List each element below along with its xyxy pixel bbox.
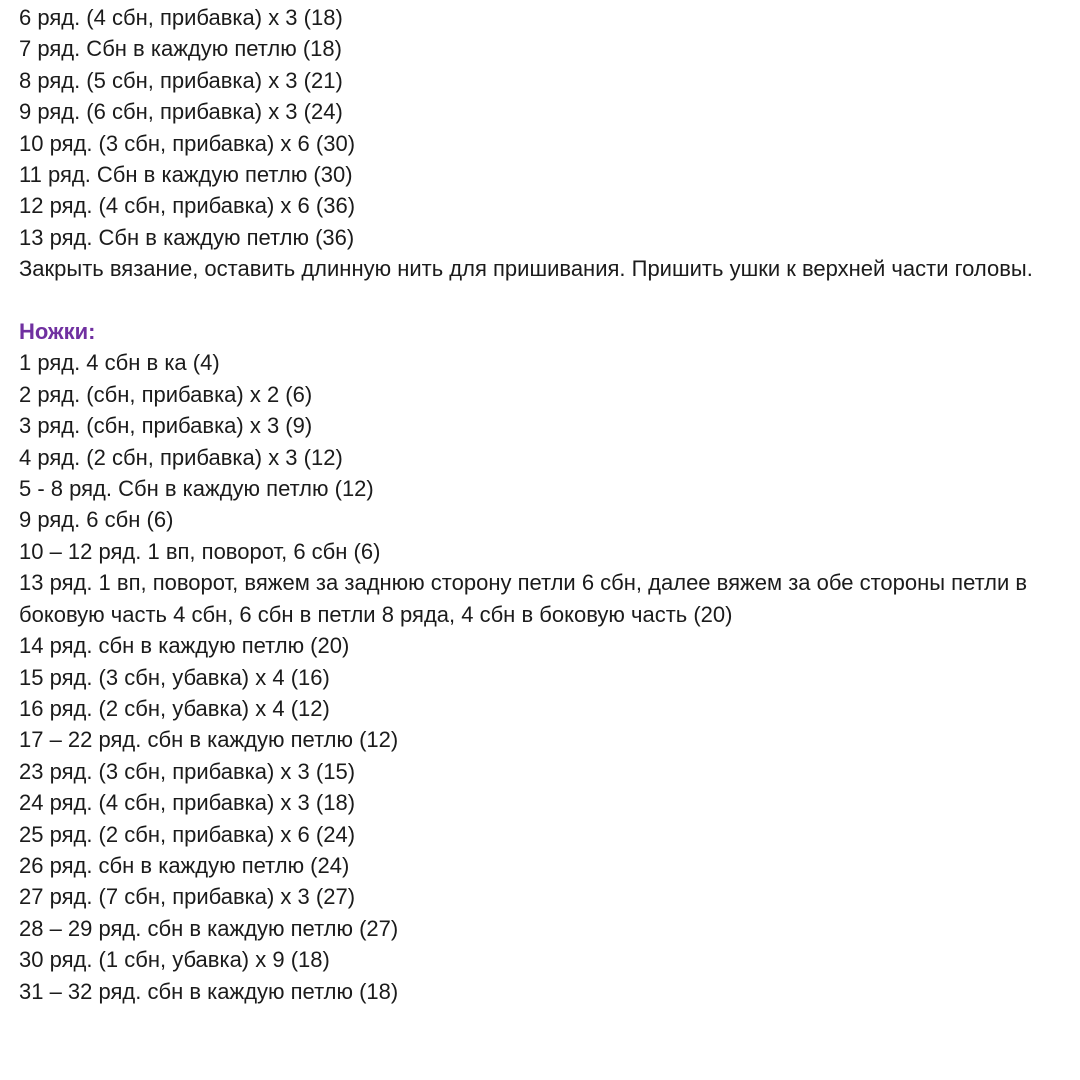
legs-row-1: 1 ряд. 4 сбн в ка (4): [19, 350, 220, 376]
legs-row-24: 24 ряд. (4 сбн, прибавка) х 3 (18): [19, 790, 356, 816]
legs-row-17-22: 17 – 22 ряд. сбн в каждую петлю (12): [19, 727, 399, 753]
ears-row-8: 8 ряд. (5 сбн, прибавка) х 3 (21): [19, 67, 343, 93]
ears-row-12: 12 ряд. (4 сбн, прибавка) х 6 (36): [19, 193, 356, 219]
legs-row-26: 26 ряд. сбн в каждую петлю (24): [19, 852, 350, 878]
ears-row-10: 10 ряд. (3 сбн, прибавка) х 6 (30): [19, 130, 356, 156]
legs-row-10-12: 10 – 12 ряд. 1 вп, поворот, 6 сбн (6): [19, 538, 381, 564]
ears-finish-note: Закрыть вязание, оставить длинную нить для пришивания. Пришить ушки к верхней части головы.: [19, 256, 1033, 282]
ears-row-7: 7 ряд. Сбн в каждую петлю (18): [19, 36, 342, 62]
ears-row-11: 11 ряд. Сбн в каждую петлю (30): [19, 162, 353, 188]
legs-row-31-32: 31 – 32 ряд. сбн в каждую петлю (18): [19, 978, 399, 1004]
legs-heading: Ножки:: [19, 319, 96, 345]
legs-row-4: 4 ряд. (2 сбн, прибавка) х 3 (12): [19, 444, 343, 470]
legs-row-3: 3 ряд. (сбн, прибавка) х 3 (9): [19, 413, 313, 439]
legs-row-2: 2 ряд. (сбн, прибавка) х 2 (6): [19, 381, 313, 407]
legs-row-27: 27 ряд. (7 сбн, прибавка) х 3 (27): [19, 884, 356, 910]
document-page: [19, 2, 1059, 1007]
ears-row-9: 9 ряд. (6 сбн, прибавка) х 3 (24): [19, 99, 343, 125]
ears-row-6: 6 ряд. (4 сбн, прибавка) х 3 (18): [19, 5, 343, 30]
legs-row-28-29: 28 – 29 ряд. сбн в каждую петлю (27): [19, 915, 399, 941]
legs-row-25: 25 ряд. (2 сбн, прибавка) х 6 (24): [19, 821, 356, 847]
legs-row-16: 16 ряд. (2 сбн, убавка) х 4 (12): [19, 695, 330, 721]
ears-row-13: 13 ряд. Сбн в каждую петлю (36): [19, 224, 355, 250]
legs-row-14: 14 ряд. сбн в каждую петлю (20): [19, 633, 350, 659]
legs-row-5-8: 5 - 8 ряд. Сбн в каждую петлю (12): [19, 476, 374, 502]
legs-row-9: 9 ряд. 6 сбн (6): [19, 507, 174, 533]
section-spacer: [19, 285, 1059, 316]
legs-row-13: 13 ряд. 1 вп, поворот, вяжем за заднюю сторону петли 6 сбн, далее вяжем за обе стороны петли в боковую часть 4 сбн, 6 сбн в петли 8 ряда, 4 сбн в боковую часть (20): [19, 570, 1028, 627]
legs-row-15: 15 ряд. (3 сбн, убавка) х 4 (16): [19, 664, 330, 690]
legs-row-23: 23 ряд. (3 сбн, прибавка) х 3 (15): [19, 758, 356, 784]
legs-row-30: 30 ряд. (1 сбн, убавка) х 9 (18): [19, 947, 330, 973]
